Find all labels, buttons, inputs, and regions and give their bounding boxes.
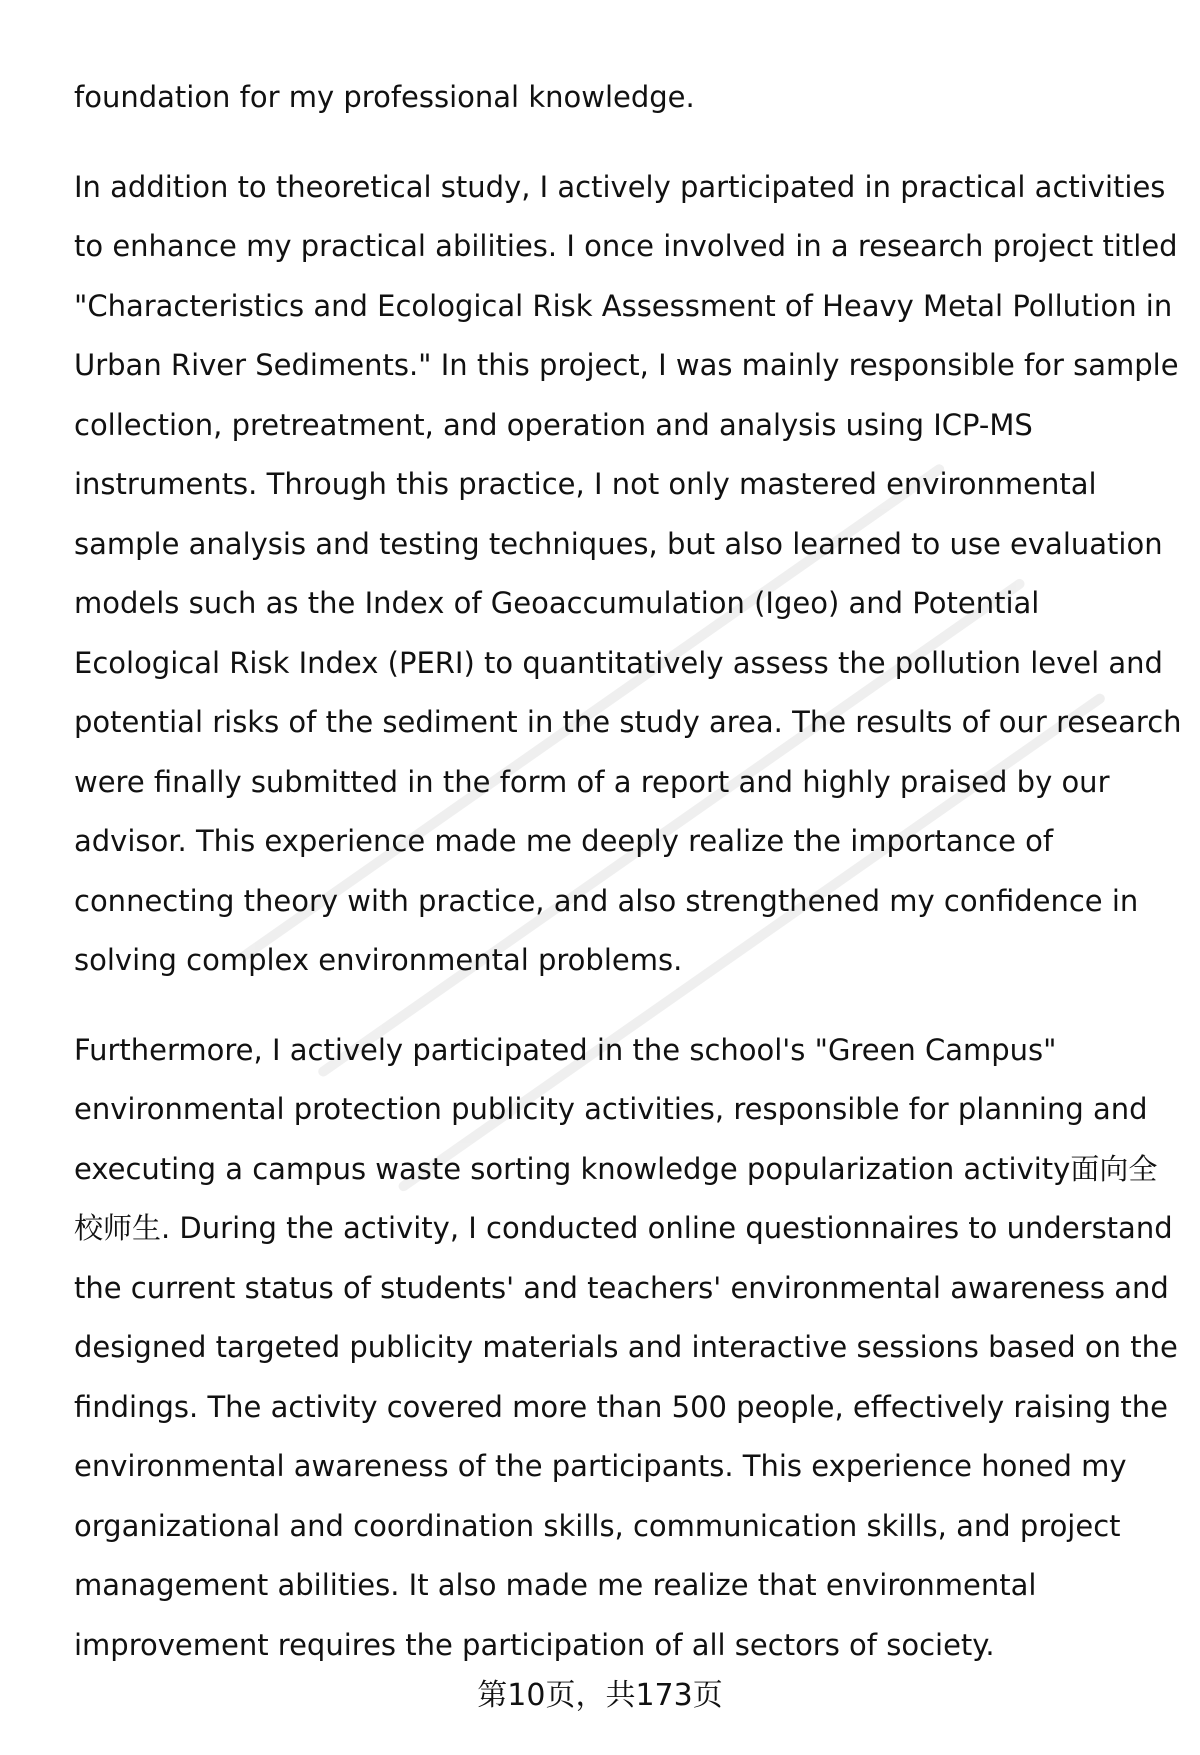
text-line: connecting theory with practice, and also strengthened my confidence in [74,883,1139,918]
text-line: sample analysis and testing techniques, but also learned to use evaluation [74,526,1163,561]
document-body [74,68,1182,1675]
text-line: potential risks of the sediment in the study area. The results of our research [74,705,1182,739]
text-line: environmental protection publicity activities, responsible for planning and [74,1092,1148,1126]
text-line: the current status of students' and teachers' environmental awareness and [74,1270,1169,1305]
text-line: foundation for my professional knowledge. [74,80,695,114]
text-line: Ecological Risk Index (PERI) to quantitatively assess the pollution level and [74,645,1163,680]
paragraph-2 [74,158,1182,991]
text-line: findings. The activity covered more than 500 people, effectively raising the [74,1389,1168,1424]
text-line: Urban River Sediments." In this project, I was mainly responsible for sample [74,348,1179,382]
text-line: executing a campus waste sorting knowledge popularization activity面向全 [74,1151,1158,1186]
page-number-footer: 第10页，共173页 [477,1678,723,1713]
paragraph-1 [74,68,1154,128]
text-line: were finally submitted in the form of a report and highly praised by our [74,764,1110,799]
text-line: organizational and coordination skills, communication skills, and project [74,1508,1121,1543]
text-line: In addition to theoretical study, I actively participated in practical activities [74,169,1166,204]
text-line: Furthermore, I actively participated in the school's "Green Campus" [74,1032,1057,1067]
text-line: 校师生. During the activity, I conducted online questionnaires to understand [74,1211,1173,1245]
paragraph-3 [74,1021,1178,1676]
text-line: management abilities. It also made me realize that environmental [74,1568,1037,1602]
text-line: to enhance my practical abilities. I once involved in a research project titled [74,229,1178,263]
text-line: models such as the Index of Geoaccumulation (Igeo) and Potential [74,586,1040,620]
text-line: instruments. Through this practice, I not only mastered environmental [74,467,1097,501]
text-line: improvement requires the participation of all sectors of society. [74,1627,995,1662]
text-line: solving complex environmental problems. [74,943,683,977]
text-line: advisor. This experience made me deeply realize the importance of [74,824,1054,858]
text-line: environmental awareness of the participants. This experience honed my [74,1449,1127,1483]
text-line: designed targeted publicity materials and interactive sessions based on the [74,1330,1178,1364]
text-line: "Characteristics and Ecological Risk Assessment of Heavy Metal Pollution in [74,288,1173,323]
text-line: collection, pretreatment, and operation and analysis using ICP-MS [74,407,1033,442]
